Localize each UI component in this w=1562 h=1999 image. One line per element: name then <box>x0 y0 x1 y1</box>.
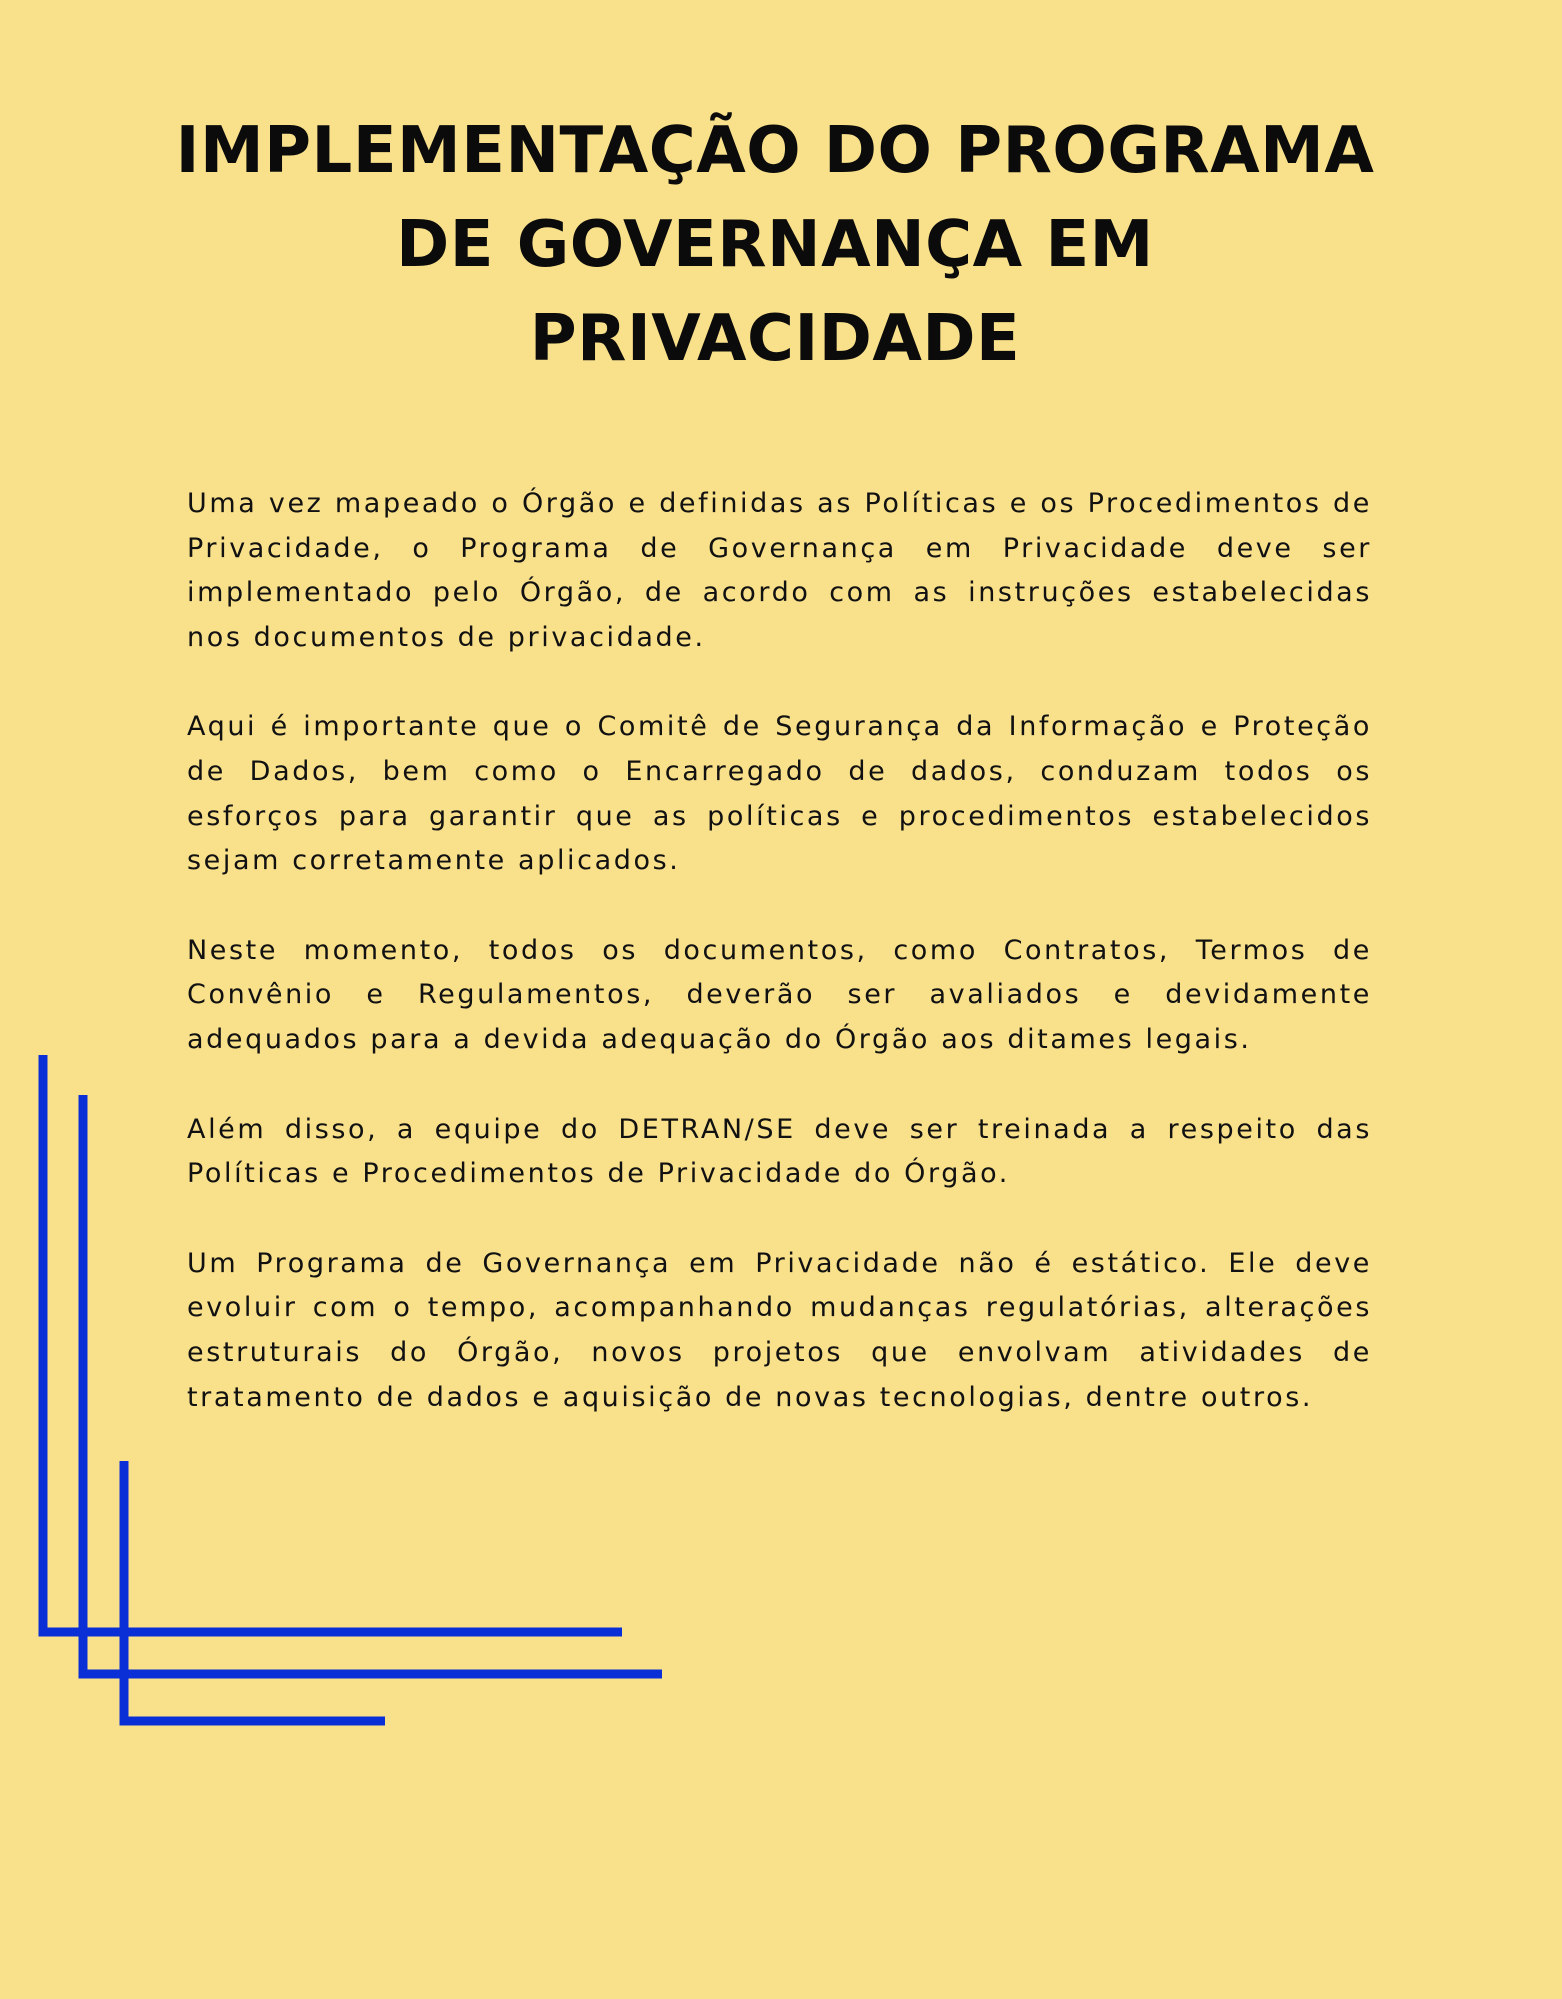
paragraph-training: Além disso, a equipe do DETRAN/SE deve ser treinada a respeito das Políticas e Procedimentos de Privacidade do Órgão. <box>187 1113 1372 1190</box>
title-line-2: DE GOVERNANÇA EM <box>396 208 1154 282</box>
corner-line-outer <box>43 1055 622 1632</box>
paragraph-documents: Neste momento, todos os documentos, como Contratos, Termos de Convênio e Regulamentos, deverão ser avaliados e devidamente adequados para a devida adequação do Órgão aos ditames legais. <box>187 934 1372 1055</box>
title-line-1: IMPLEMENTAÇÃO DO PROGRAMA <box>175 114 1375 188</box>
title-line-3: PRIVACIDADE <box>529 302 1021 376</box>
corner-line-inner <box>124 1461 385 1721</box>
corner-line-middle <box>83 1095 662 1674</box>
paragraph-mapping: Uma vez mapeado o Órgão e definidas as Políticas e os Procedimentos de Privacidade, o Programa de Governança em Privacidade deve ser implementado pelo Órgão, de acordo com as instruções estabelecidas nos documentos de privacidade. <box>187 488 1372 653</box>
paragraph-evolution: Um Programa de Governança em Privacidade não é estático. Ele deve evoluir com o tempo, acompanhando mudanças regulatórias, alterações estruturais do Órgão, novos projetos que envolvam atividades de tratamento de dados e aquisição de novas tecnologias, dentre outros. <box>187 1247 1372 1413</box>
paragraph-committee: Aqui é importante que o Comitê de Segurança da Informação e Proteção de Dados, bem como o Encarregado de dados, conduzam todos os esforços para garantir que as políticas e procedimentos estabelecidos sejam corretamente aplicados. <box>187 711 1372 877</box>
